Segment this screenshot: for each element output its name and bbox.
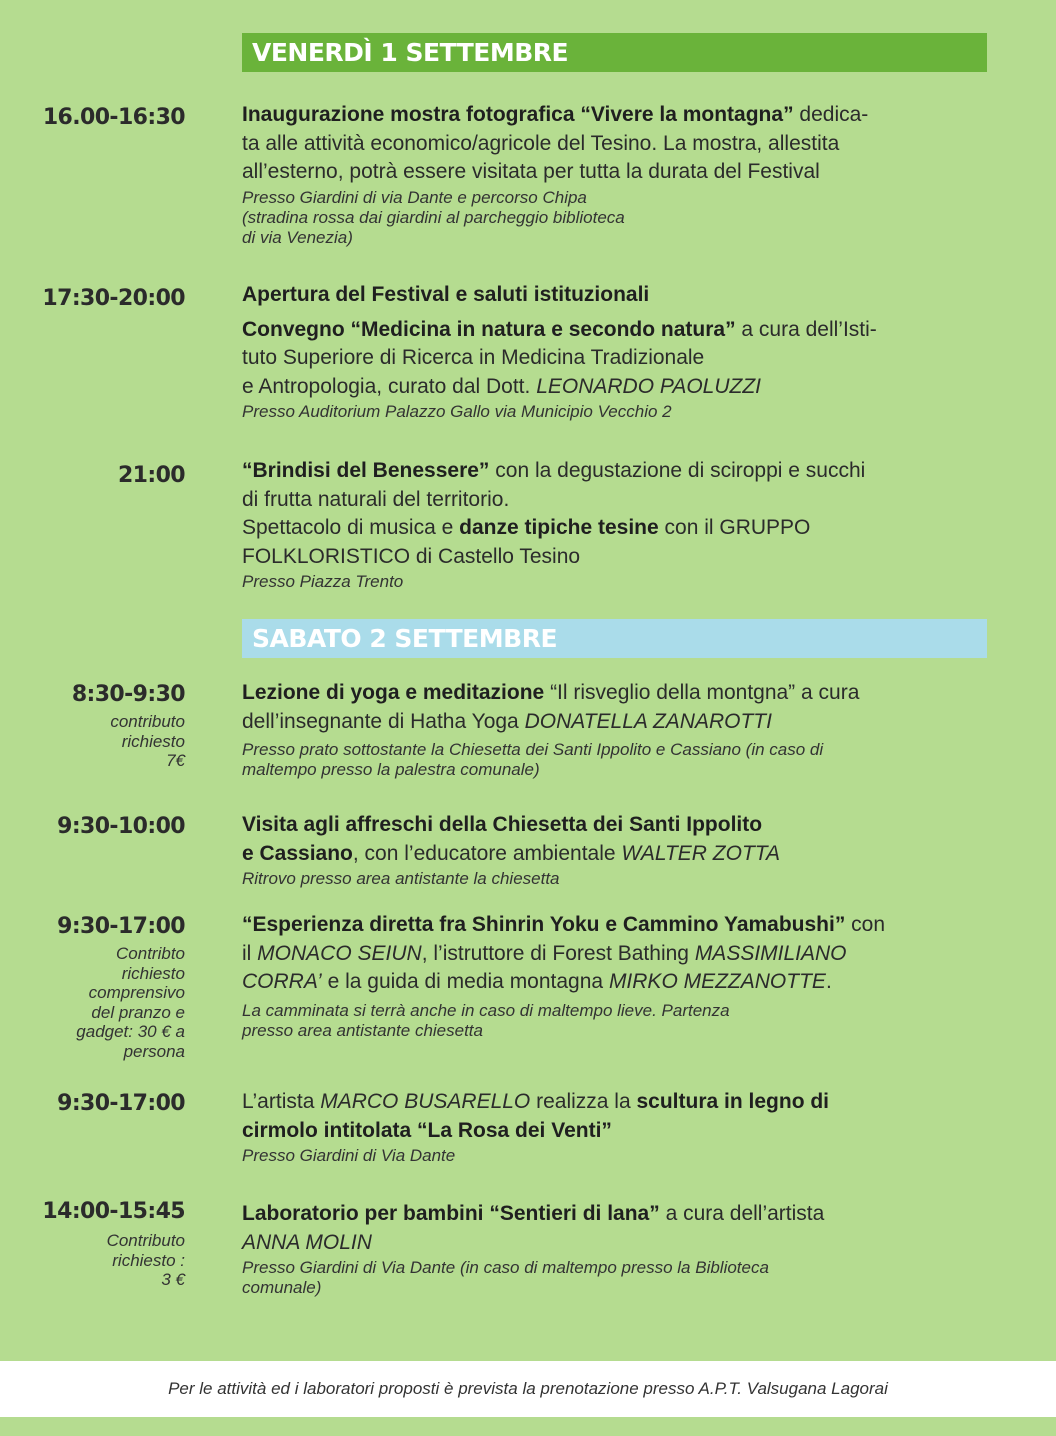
event-title: Inaugurazione mostra fotografica “Vivere la montagna” bbox=[242, 103, 794, 126]
day-header-friday: VENERDÌ 1 SETTEMBRE bbox=[242, 33, 987, 72]
person-name: MONACO SEIUN bbox=[257, 941, 422, 965]
event-description: Inaugurazione mostra fotografica “Vivere la montagna” dedica- ta alle attività economico/agricole del Tesino. La mostra, allestita all’esterno, potrà essere visitata per tutta la durata del Festival bbox=[242, 103, 869, 183]
event-description: Visita agli affreschi della Chiesetta dei Santi Ippolito e Cassiano, con l’educatore ambientale WALTER ZOTTA bbox=[242, 813, 781, 865]
event-location: Presso Giardini di Via Dante bbox=[242, 1146, 456, 1165]
event-location: La camminata si terrà anche in caso di maltempo lieve. Partenza presso area antistante chiesetta bbox=[242, 1000, 730, 1040]
event-location: Presso Giardini di Via Dante (in caso di maltempo presso la Biblioteca comunale) bbox=[242, 1258, 769, 1297]
event-time: 17:30-20:00 bbox=[42, 286, 185, 311]
event-title: Laboratorio per bambini “Sentieri di lana” bbox=[242, 1202, 660, 1225]
event-title: Apertura del Festival e saluti istituzionali bbox=[242, 283, 650, 306]
event-description: “Brindisi del Benessere” con la degustazione di sciroppi e succhi di frutta naturali del territorio. Spettacolo di musica e danze tipiche tesine con il GRUPPO FOLKLORISTICO di Castello Tesino bbox=[242, 459, 866, 568]
event-time: 14:00-15:45 bbox=[42, 1199, 185, 1224]
event-title: “Esperienza diretta fra Shinrin Yoku e Cammino Yamabushi” bbox=[242, 913, 846, 936]
event-location: Presso Auditorium Palazzo Gallo via Municipio Vecchio 2 bbox=[242, 402, 672, 421]
event-subtitle: Convegno “Medicina in natura e secondo natura” bbox=[242, 317, 736, 341]
person-name: DONATELLA ZANAROTTI bbox=[524, 709, 772, 733]
event-description: “Esperienza diretta fra Shinrin Yoku e Cammino Yamabushi” con il MONACO SEIUN, l’istruttore di Forest Bathing MASSIMILIANO CORRA’ e la guida di media montagna MIRKO MEZZANOTTE. bbox=[242, 913, 886, 993]
event-fee-note: contributo richiesto 7€ bbox=[110, 712, 185, 770]
person-name: ANNA MOLIN bbox=[242, 1230, 372, 1254]
day-header-saturday: SABATO 2 SETTEMBRE bbox=[242, 619, 987, 658]
event-location: Presso prato sottostante la Chiesetta dei Santi Ippolito e Cassiano (in caso di maltempo presso la palestra comunale) bbox=[242, 740, 824, 779]
event-fee-note: Contributo richiesto : 3 € bbox=[106, 1231, 185, 1289]
person-name: MIRKO MEZZANOTTE bbox=[608, 970, 826, 993]
event-time: 9:30-10:00 bbox=[57, 814, 185, 839]
person-name: MASSIMILIANO bbox=[694, 941, 847, 965]
event-description: Lezione di yoga e meditazione “Il risveglio della montgna” a cura dell’insegnante di Hatha Yoga DONATELLA ZANAROTTI bbox=[242, 681, 860, 733]
event-location: Presso Piazza Trento bbox=[242, 572, 404, 591]
event-time: 9:30-17:00 bbox=[57, 1091, 185, 1116]
event-time: 21:00 bbox=[117, 463, 185, 488]
event-time: 9:30-17:00 bbox=[57, 914, 185, 939]
event-time: 16.00-16:30 bbox=[42, 105, 185, 130]
event-description: Laboratorio per bambini “Sentieri di lana” a cura dell’artista ANNA MOLIN bbox=[242, 1202, 825, 1254]
event-title: “Brindisi del Benessere” bbox=[242, 459, 490, 482]
event-location: Ritrovo presso area antistante la chiesetta bbox=[242, 869, 560, 888]
event-time: 8:30-9:30 bbox=[71, 682, 185, 707]
person-name: MARCO BUSARELLO bbox=[320, 1090, 531, 1113]
event-description: Apertura del Festival e saluti istituzionali Convegno “Medicina in natura e secondo natura” a cura dell’Isti- tuto Superiore di Ricerca in Medicina Tradizionale e Antropologia, curato dal Dott. LEONARDO PAOLUZZI bbox=[242, 283, 877, 398]
event-fee-note: Contribto richiesto comprensivo del pranzo e gadget: 30 € a persona bbox=[76, 944, 185, 1061]
person-name: LEONARDO PAOLUZZI bbox=[536, 374, 762, 398]
event-title: Visita agli affreschi della Chiesetta dei Santi Ippolito bbox=[242, 813, 763, 836]
person-name: WALTER ZOTTA bbox=[621, 841, 781, 865]
booking-footer-note: Per le attività ed i laboratori proposti è prevista la prenotazione presso A.P.T. Valsugana Lagorai bbox=[0, 1361, 1056, 1417]
event-description: L’artista MARCO BUSARELLO realizza la scultura in legno di cirmolo intitolata “La Rosa dei Venti” bbox=[242, 1090, 830, 1142]
event-location: Presso Giardini di via Dante e percorso Chipa (stradina rossa dai giardini al parcheggio biblioteca di via Venezia) bbox=[242, 187, 625, 247]
event-title: Lezione di yoga e meditazione bbox=[242, 681, 545, 704]
event-title: scultura in legno di bbox=[636, 1090, 830, 1113]
